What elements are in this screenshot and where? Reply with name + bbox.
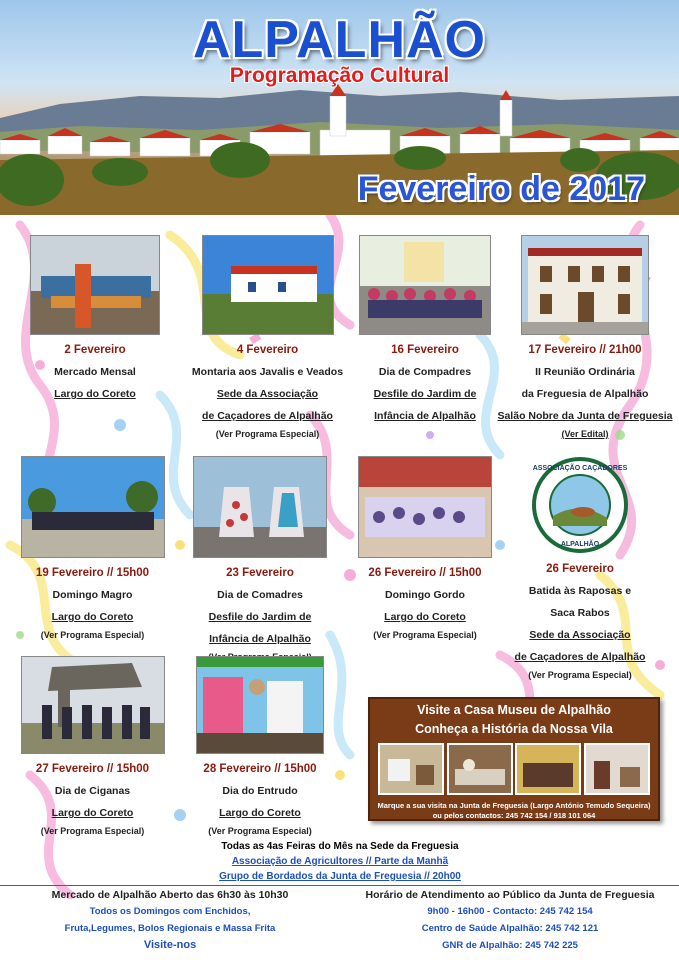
event-card: [185, 656, 335, 838]
museum-photo: [584, 743, 650, 795]
parish-building-photo: [521, 235, 649, 335]
market-photo: [30, 235, 160, 335]
museum-photo: [378, 743, 444, 795]
hours-line-2: Centro de Saúde Alpalhão: 245 742 121: [421, 923, 599, 934]
hunting-house-photo: [202, 235, 334, 335]
event-date: 19 Fevereiro // 15h00: [35, 567, 150, 579]
event-title: II Reunião Ordinária: [535, 366, 635, 378]
event-place: de Caçadores de Alpalhão: [202, 410, 333, 422]
wednesday-activities: [150, 839, 530, 884]
market-line-2: Fruta,Legumes, Bolos Regionais e Massa Frita: [64, 923, 276, 934]
museum-line-1: Visite a Casa Museu de Alpalhão: [417, 703, 611, 717]
event-place: Infância de Alpalhão: [209, 633, 311, 645]
event-title: Montaria aos Javalis e Veados: [191, 366, 344, 378]
page-subtitle: Programação Cultural: [229, 64, 450, 87]
hours-line-3: GNR de Alpalhão: 245 742 225: [442, 940, 578, 951]
event-title: da Freguesia de Alpalhão: [521, 388, 649, 400]
hero-banner: [0, 0, 679, 215]
group-gathering-photo: [21, 456, 165, 558]
event-place: Largo do Coreto: [219, 807, 301, 819]
event-date: 27 Fevereiro // 15h00: [35, 763, 150, 775]
event-card: [500, 456, 660, 682]
market-line-1: Todos os Domingos com Enchidos,: [89, 906, 251, 917]
market-lead: Mercado de Alpalhão Aberto das 6h30 às 10h30: [51, 889, 289, 901]
entrudo-photo: [196, 656, 324, 754]
carnival-crowd-photo: [358, 456, 492, 558]
museum-footer-2: ou pelos contactos: 245 742 154 / 918 101 064: [432, 811, 596, 820]
event-title: Saca Rabos: [550, 607, 610, 619]
event-card: [15, 456, 170, 642]
market-line-3: Visite-nos: [143, 939, 197, 951]
costume-parade-photo: [193, 456, 327, 558]
wednesday-line-2: Grupo de Bordados da Junta de Freguesia // 20h00: [219, 871, 461, 882]
event-place: Salão Nobre da Junta de Freguesia: [497, 410, 673, 422]
market-info: [10, 887, 330, 954]
wednesday-lead: Todas as 4as Feiras do Mês na Sede da Freguesia: [221, 841, 459, 852]
event-card: [20, 235, 170, 405]
event-title: Domingo Magro: [52, 589, 133, 601]
parish-hours-info: [350, 887, 670, 954]
event-place: Largo do Coreto: [51, 807, 134, 819]
event-place: Largo do Coreto: [54, 388, 136, 400]
hunters-association-logo: [531, 456, 629, 554]
kindergarten-parade-photo: [359, 235, 491, 335]
event-title: Dia de Comadres: [217, 589, 303, 601]
event-card: [15, 656, 170, 838]
event-note: (Ver Programa Especial): [208, 826, 312, 836]
event-card: [185, 456, 335, 664]
event-title: Dia do Entrudo: [222, 785, 298, 797]
dolmen-group-photo: [21, 656, 165, 754]
museum-gallery: [370, 737, 658, 795]
museum-footer-1: Marque a sua visita na Junta de Freguesia (Largo António Temudo Sequeira): [377, 801, 651, 810]
event-date: 28 Fevereiro // 15h00: [203, 763, 317, 775]
hours-line-1: 9h00 - 16h00 - Contacto: 245 742 154: [427, 906, 593, 917]
event-place: de Caçadores de Alpalhão: [514, 651, 646, 663]
event-title: Dia de Compadres: [378, 366, 472, 378]
event-note: (Ver Programa Especial): [40, 826, 145, 836]
event-note: (Ver Programa Especial): [373, 630, 477, 640]
event-note: (Ver Programa Especial): [528, 670, 632, 680]
museum-photo: [515, 743, 581, 795]
event-note: (Ver Programa Especial): [40, 630, 145, 640]
event-title: Mercado Mensal: [54, 366, 136, 378]
month-heading: Fevereiro de 2017: [357, 170, 645, 208]
event-note: (Ver Edital): [561, 429, 609, 439]
event-card: [180, 235, 355, 441]
event-date: 2 Fevereiro: [64, 344, 126, 356]
event-place: Infância de Alpalhão: [374, 410, 476, 422]
event-card: [495, 235, 675, 441]
museum-line-2: Conheça a História da Nossa Vila: [415, 722, 613, 736]
museum-photo: [447, 743, 513, 795]
event-place: Largo do Coreto: [384, 611, 466, 623]
museum-banner: [368, 697, 660, 821]
event-title: Dia de Ciganas: [54, 785, 131, 797]
hours-lead: Horário de Atendimento ao Público da Junta de Freguesia: [365, 889, 655, 901]
event-date: 26 Fevereiro: [546, 563, 614, 575]
event-date: 23 Fevereiro: [226, 567, 294, 579]
event-date: 17 Fevereiro // 21h00: [528, 344, 642, 356]
logo-text-bottom: ALPALHÃO: [560, 541, 600, 548]
logo-text-top: ASSOCIAÇÃO CAÇADORES: [532, 465, 628, 472]
page-title: ALPALHÃO: [192, 11, 486, 69]
footer-divider: [0, 885, 679, 886]
event-date: 4 Fevereiro: [236, 344, 299, 356]
event-place: Desfile do Jardim de: [208, 611, 312, 623]
event-title: Domingo Gordo: [385, 589, 465, 601]
event-note: (Ver Programa Especial): [215, 429, 320, 439]
event-title: Batida às Raposas e: [528, 585, 632, 597]
event-place: Largo do Coreto: [51, 611, 134, 623]
event-place: Desfile do Jardim de: [373, 388, 477, 400]
wednesday-line-1: Associação de Agricultores // Parte da Manhã: [231, 856, 449, 867]
event-card: [350, 456, 500, 642]
event-date: 16 Fevereiro: [391, 344, 459, 356]
event-place: Sede da Associação: [216, 388, 319, 400]
event-date: 26 Fevereiro // 15h00: [368, 567, 482, 579]
event-card: [350, 235, 500, 427]
event-place: Sede da Associação: [529, 629, 631, 641]
